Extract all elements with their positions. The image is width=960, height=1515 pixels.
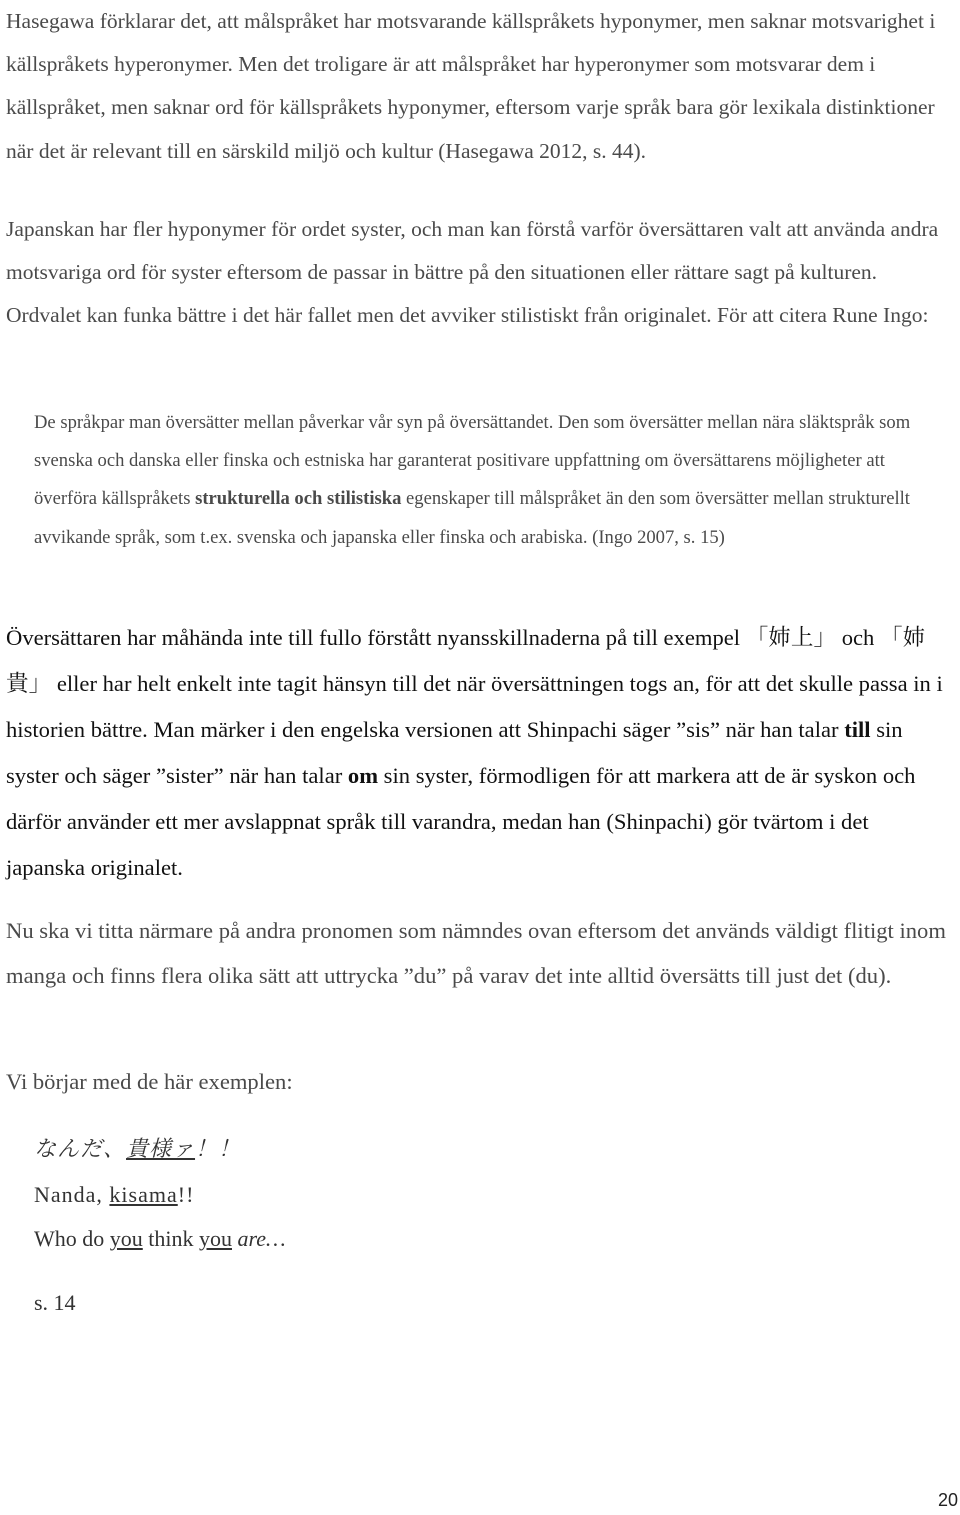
p3-text-4: sin syster och säger ”sister” när han talar bbox=[6, 717, 903, 788]
example-rom-kisama: kisama bbox=[109, 1182, 178, 1207]
example-rom-a: Nanda, bbox=[34, 1182, 110, 1207]
paragraph-hasegawa bbox=[6, 0, 951, 173]
example-page-ref bbox=[34, 1290, 76, 1316]
example-jp-kisama: 貴様ァ bbox=[126, 1137, 196, 1162]
paragraph-hasegawa-text: Hasegawa förklarar det, att målspråket har motsvarande källspråkets hyponymer, men saknar motsvarighet i källspråkets hyperonymer. Men det troligare är att målspråket har hyperonymer som motsvarar dem i källspråket, men saknar ord för källspråkets hyponymer, eftersom varje språk bara gör lexikala distinktioner när det är relevant till en särskild miljö och kultur (Hasegawa 2012, s. 44). bbox=[6, 9, 936, 163]
example-en-c: think bbox=[142, 1226, 199, 1251]
example-rom-c: !! bbox=[177, 1182, 195, 1207]
p3-bold-till: till bbox=[844, 717, 871, 742]
example-japanese bbox=[34, 1132, 241, 1163]
paragraph-oversattaren bbox=[6, 615, 951, 891]
paragraph-japanskan-text: Japanskan har fler hyponymer för ordet syster, och man kan förstå varför översättaren valt att använda andra motsvariga ord för syster eftersom de passar in bättre på den situationen eller rättare sagt på kulturen. Ordvalet kan funka bättre i det här fallet men det avviker stilistiskt från originalet. För att citera Rune Ingo: bbox=[6, 217, 939, 328]
example-en-you-1: you bbox=[109, 1226, 143, 1251]
p3-bold-om: om bbox=[347, 763, 379, 788]
paragraph-pronomen bbox=[6, 909, 951, 998]
p3-text-5: sin syster, förmodligen för att markera att de är syskon och därför använder ett mer avslappnat språk till varandra, medan han (Shinpachi) gör tvärtom i det japanska originalet. bbox=[6, 763, 916, 880]
paragraph-exemplen-intro-text: Vi börjar med de här exemplen: bbox=[6, 1069, 293, 1094]
paragraph-japanskan bbox=[6, 208, 951, 338]
example-en-e: are… bbox=[232, 1226, 286, 1251]
example-jp-a: なんだ、 bbox=[34, 1137, 127, 1162]
example-en-you-2: you bbox=[199, 1226, 232, 1251]
block-quote-ingo bbox=[34, 404, 949, 557]
quote-text-part2: egenskaper till målspråket än den som översätter mellan strukturellt avvikande språk, som t.ex. svenska och japanska eller finska och arabiska. bbox=[34, 488, 910, 548]
paragraph-pronomen-text: Nu ska vi titta närmare på andra pronomen som nämndes ovan eftersom det används väldigt flitigt inom manga och finns flera olika sätt att uttrycka ”du” på varav det inte alltid översätts till just det (du). bbox=[6, 918, 946, 988]
example-romaji bbox=[34, 1182, 194, 1208]
p3-text-1: Översättaren har måhända inte till fullo förstått nyansskillnaderna på till exempel bbox=[6, 625, 746, 650]
term-aneue: 「姉上」 bbox=[745, 625, 837, 651]
example-english bbox=[34, 1226, 286, 1252]
p3-text-3: eller har helt enkelt inte tagit hänsyn till det när översättningen togs an, för att det skulle passa in i historien bättre. Man märker i den engelska versionen att Shinpachi säger ”sis” när han talar bbox=[6, 671, 943, 742]
example-jp-c: ！！ bbox=[195, 1137, 242, 1162]
example-en-a: Who do bbox=[34, 1226, 110, 1251]
paragraph-exemplen-intro bbox=[6, 1060, 951, 1104]
page-number: 20 bbox=[937, 1490, 958, 1510]
quote-bold-term: strukturella och stilistiska bbox=[195, 488, 402, 510]
p3-text-2: och bbox=[836, 625, 880, 650]
term-aniki: 「姉貴」 bbox=[6, 625, 926, 697]
example-page-ref-text: s. 14 bbox=[34, 1290, 76, 1315]
quote-text-part1: De språkpar man översätter mellan påverkar vår syn på översättandet. Den som översätter mellan nära släktspråk som svenska och danska eller finska och estniska har garanterat positivare uppfattning om översättarens möjligheter att överföra källspråkets bbox=[34, 412, 911, 510]
quote-citation: (Ingo 2007, s. 15) bbox=[587, 526, 725, 548]
